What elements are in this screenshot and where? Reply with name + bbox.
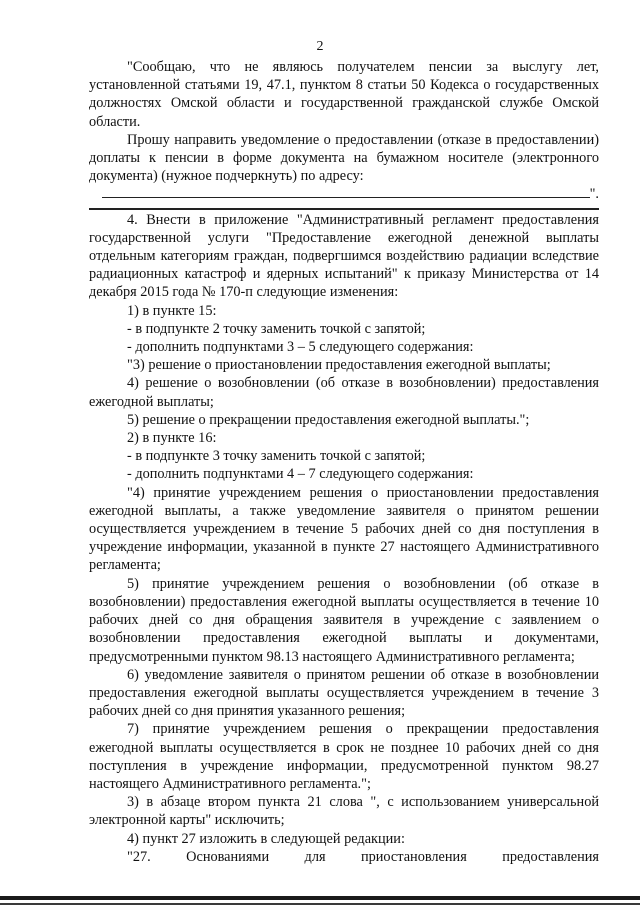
separator-rule — [89, 208, 599, 210]
document-body — [89, 58, 599, 866]
scan-bottom-edge — [0, 896, 640, 900]
paragraph-add-subpoints-4-7: - дополнить подпунктами 4 – 7 следующего содержания: — [127, 466, 474, 483]
paragraph-point-15: 1) в пункте 15: — [127, 302, 217, 319]
paragraph-subpoint-3: - в подпункте 3 точку заменить точкой с запятой; — [127, 448, 426, 465]
paragraph-new-4-16: "4) принятие учреждением решения о приостановлении предоставления ежегодной выплаты, а также уведомление заявителя о принятом решении осуществляется учреждением в течение 5 рабочих дней со дня поступления в учреждение информации, указанной в пункте 27 настоящего Административного регламента; — [89, 484, 599, 574]
paragraph-new-5: 5) решение о прекращении предоставления ежегодной выплаты."; — [127, 411, 530, 428]
paragraph-add-subpoints-3-5: - дополнить подпунктами 3 – 5 следующего содержания: — [127, 339, 474, 356]
paragraph-item-4-point-27: 4) пункт 27 изложить в следующей редакции: — [127, 830, 405, 847]
quote-closing — [89, 185, 599, 203]
paragraph-item-3-point-21: 3) в абзаце втором пункта 21 слова ", с использованием универсальной электронной карты" исключить; — [89, 794, 599, 829]
paragraph-new-5-16: 5) принятие учреждением решения о возобновлении (об отказе в возобновлении) предоставления ежегодной выплаты осуществляется в течение 10 рабочих дней со дня обращения заявителя в учреждение с заявлением о возобновлении предоставления ежегодной выплаты и документами, предусмотренными пунктом 98.13 настоящего Административного регламента; — [89, 575, 599, 665]
paragraph-new-7-16: 7) принятие учреждением решения о прекращении предоставления ежегодной выплаты осуществляется в срок не позднее 10 рабочих дней со дня поступления в учреждение информации, предусмотренной пунктом 98.27 настоящего Административного регламента."; — [89, 721, 599, 792]
paragraph-new-3: "3) решение о приостановлении предоставления ежегодной выплаты; — [127, 357, 551, 374]
paragraph-new-6-16: 6) уведомление заявителя о принятом решении об отказе в возобновлении предоставления ежегодной выплаты осуществляется учреждением в течение 3 рабочих дней со дня принятия указанного решения; — [89, 666, 599, 720]
paragraph-point-27-start: "27. Основаниями для приостановления предоставления — [127, 848, 599, 865]
quote-paragraph-1: "Сообщаю, что не являюсь получателем пенсии за выслугу лет, установленной статьями 19, 47.1, пунктом 8 статьи 50 Кодекса о государственных должностях Омской области и государственной гражданской службе Омской области. — [89, 59, 599, 130]
paragraph-new-4: 4) решение о возобновлении (об отказе в возобновлении) предоставления ежегодной выплаты; — [89, 375, 599, 410]
paragraph-subpoint-2: - в подпункте 2 точку заменить точкой с запятой; — [127, 320, 426, 337]
page-number: 2 — [316, 39, 324, 54]
paragraph-item-4: 4. Внести в приложение "Административный регламент предоставления государственной услуги "Предоставление ежегодной денежной выплаты отдельным категориям граждан, подвергшимся воздействию радиации вследствие радиационных катастроф и ядерных испытаний" к приказу Министерства от 14 декабря 2015 года № 170-п следующие изменения: — [89, 211, 599, 301]
paragraph-point-16: 2) в пункте 16: — [127, 430, 217, 447]
quote-closing-mark: ". — [589, 186, 599, 203]
address-fill-line — [102, 185, 590, 198]
quote-paragraph-2: Прошу направить уведомление о предоставлении (отказе в предоставлении) доплаты к пенсии в форме документа на бумажном носителе (электронного документа) (нужное подчеркнуть) по адресу: — [89, 131, 599, 185]
